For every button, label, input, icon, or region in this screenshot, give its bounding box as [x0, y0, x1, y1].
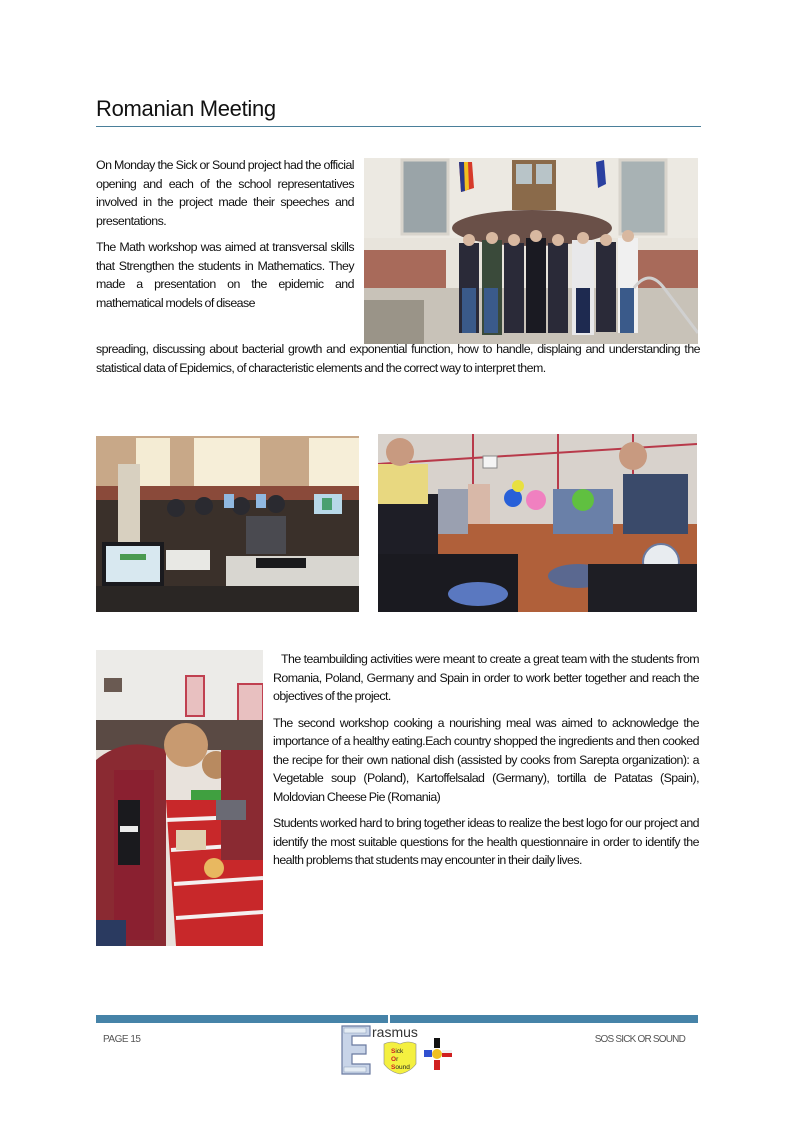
flags-cross-icon: [424, 1038, 452, 1070]
cooking-workshop-paragraph: The second workshop cooking a nourishing meal was aimed to acknowledge the importance of a healthy eating.Each country shopped the ingredients and then cooked the recipe for their own national dish (assisted by cooks from Sarepta organization): a Vegetable soup (Poland), Kartoffelsalad (Germany), tortilla de Patatas (Spain), Moldovian Cheese Pie (Romania): [273, 715, 699, 804]
svg-text:Sound: Sound: [391, 1064, 410, 1071]
cooking-photo: [96, 650, 263, 946]
footer-title: SOS SICK OR SOUND: [594, 1034, 685, 1045]
logo-questionnaire-paragraph: Students worked hard to bring together ideas to realize the best logo for our project and identify the most suitable questions for the health questionnaire in order to identify the health problems that students may encounter in their daily lives.: [273, 816, 699, 867]
sos-badge-icon: [384, 1042, 416, 1074]
lower-text: [273, 650, 699, 878]
erasmus-sos-logo: [340, 1024, 460, 1076]
intro-text: [96, 156, 354, 312]
svg-text:Sick: Sick: [391, 1048, 404, 1055]
intro-continuation: spreading, discussing about bacterial growth and exponential function, how to handle, displaing and understanding the statistical data of Epidemics, of characteristic elements and the correct way to interpret them.: [96, 342, 700, 375]
erasmus-e-icon: [342, 1026, 370, 1074]
title-divider: [96, 126, 701, 127]
footer-bar-left: [96, 1015, 388, 1023]
logo-wordmark: rasmus: [372, 1024, 418, 1040]
footer-bar-right: [390, 1015, 698, 1023]
intro-paragraph: On Monday the Sick or Sound project had the official opening and each of the school representatives involved in the project made their speeches and presentations.: [96, 158, 354, 228]
intro-paragraph: The Math workshop was aimed at transversal skills that Strengthen the students in Mathematics. They made a presentation on the epidemic and mathematical models of disease: [96, 240, 354, 310]
computer-lab-photo: [96, 436, 359, 612]
teambuilding-photo: [378, 434, 697, 612]
group-photo: [364, 158, 698, 344]
svg-text:Or: Or: [391, 1056, 399, 1063]
teambuilding-paragraph: The teambuilding activities were meant to create a great team with the students from Romania, Poland, Germany and Spain in order to work better together and reach the objectives of the project.: [273, 652, 699, 703]
page-title: Romanian Meeting: [96, 96, 276, 121]
page-number: PAGE 15: [103, 1034, 141, 1045]
